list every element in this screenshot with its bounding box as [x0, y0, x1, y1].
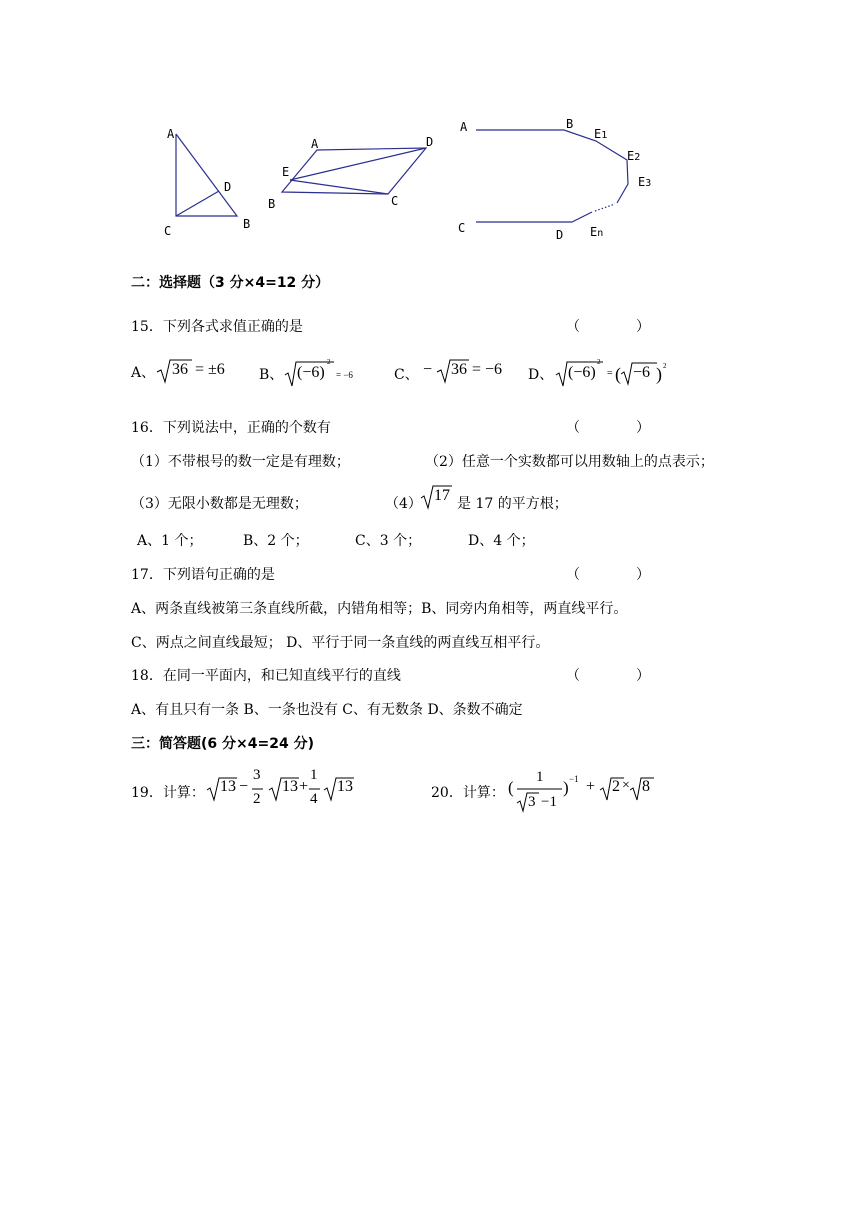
q15-stem: 15．下列各式求值正确的是 — [131, 319, 303, 335]
poly-label-b: B — [566, 117, 574, 131]
q15-option-b-label: B、 — [259, 367, 284, 383]
q15-d-exp: 2 — [597, 358, 601, 366]
q16-option-b: B、2 个； — [243, 533, 309, 549]
q16-option-c: C、3 个； — [355, 533, 422, 549]
q15-d-exp2: 2 — [663, 362, 667, 370]
q15-d-eq: = — [607, 368, 613, 379]
q19-frac1-num: 3 — [253, 767, 261, 783]
q18-options: A、有且只有一条 B、一条也没有 C、有无数条 D、条数不确定 — [131, 702, 523, 718]
q19-radicand-2: 13 — [282, 778, 298, 795]
triangle-label-d: D — [224, 180, 232, 194]
para-label-d: D — [426, 135, 434, 149]
section3-heading: 三：简答题(6 分×4=24 分) — [131, 736, 314, 752]
para-label-a: A — [311, 137, 319, 151]
q15-c-rest: = −6 — [472, 361, 503, 378]
q20-label: 20．计算： — [431, 785, 505, 801]
q17-bracket: （ ） — [566, 567, 650, 583]
q20-exponent: −1 — [569, 774, 579, 784]
poly-label-en: En — [590, 225, 604, 239]
q15-b-radicand: (−6) — [297, 364, 325, 381]
q15-d-radicand2: −6 — [633, 364, 651, 381]
q20-lparen: ( — [508, 778, 514, 797]
q16-statement-4-radicand: 17 — [434, 487, 450, 504]
poly-label-d: D — [556, 228, 564, 242]
q16-statement-3: （3）无限小数都是无理数； — [131, 496, 308, 512]
q15-option-a: A、 — [131, 365, 156, 381]
q15-b-exp: 2 — [327, 358, 331, 366]
q20-numerator: 1 — [536, 769, 544, 785]
q16-stem: 16．下列说法中，正确的个数有 — [131, 420, 331, 436]
triangle-label-a: A — [167, 127, 175, 141]
q15-a-radicand: 36 — [172, 361, 188, 378]
q19-frac1-den: 2 — [253, 791, 261, 807]
q20-den-rest: −1 — [541, 794, 557, 810]
q15-d-radicand: (−6) — [568, 364, 596, 381]
q20-radicand-1: 2 — [612, 778, 620, 795]
q15-d-rparen: ) — [656, 364, 662, 384]
para-label-b: B — [268, 197, 276, 211]
q15-option-d-label: D、 — [528, 367, 554, 383]
q20-rparen: ) — [563, 778, 569, 797]
poly-label-e2: E2 — [627, 149, 641, 163]
q15-c-radicand: 36 — [451, 361, 467, 378]
q16-statement-1: （1）不带根号的数一定是有理数； — [131, 454, 350, 470]
poly-label-e3: E3 — [638, 175, 652, 189]
q16-option-d: D、4 个； — [468, 533, 535, 549]
q16-statement-4-post: 是 17 的平方根； — [457, 496, 568, 512]
q16-bracket: （ ） — [566, 420, 650, 436]
q19-label: 19．计算： — [131, 785, 205, 801]
q16-statement-2: （2）任意一个实数都可以用数轴上的点表示； — [425, 454, 714, 470]
q16-option-a: A、1 个； — [137, 533, 203, 549]
q15-d-lparen: ( — [615, 364, 621, 384]
triangle-label-c: C — [164, 224, 172, 238]
section2-heading: 二：选择题（3 分×4=12 分） — [131, 275, 330, 291]
q19-radicand-3: 13 — [337, 778, 353, 795]
q18-bracket: （ ） — [566, 668, 650, 684]
q18-stem: 18．在同一平面内，和已知直线平行的直线 — [131, 668, 401, 684]
q15-option-c-label: C、 — [394, 367, 419, 383]
q19-op-2: + — [299, 778, 309, 795]
q19-radicand-1: 13 — [220, 778, 236, 795]
q17-options-line-1: A、两条直线被第三条直线所截，内错角相等；B、同旁内角相等，两直线平行。 — [131, 601, 628, 617]
q15-c-pre: − — [423, 361, 433, 378]
q16-statement-4-pre: （4） — [385, 496, 422, 512]
para-label-e: E — [282, 165, 290, 179]
q20-op-2: × — [622, 778, 630, 793]
para-label-c: C — [391, 194, 399, 208]
q17-options-line-2: C、两点之间直线最短； D、平行于同一条直线的两直线互相平行。 — [131, 635, 550, 651]
q15-bracket: （ ） — [566, 319, 650, 335]
q15-b-rest: = −6 — [336, 370, 353, 380]
poly-label-e1: E1 — [594, 127, 608, 141]
poly-label-c: C — [458, 221, 466, 235]
q20-den-radicand: 3 — [528, 794, 536, 810]
q19-frac2-num: 1 — [310, 767, 318, 783]
poly-label-a: A — [460, 120, 468, 134]
q19-frac2-den: 4 — [310, 791, 318, 807]
q20-op-1: + — [586, 778, 596, 795]
q17-stem: 17．下列语句正确的是 — [131, 567, 275, 583]
q20-radicand-2: 8 — [642, 778, 650, 795]
q19-op-1: − — [239, 778, 249, 795]
q15-a-rest: = ±6 — [195, 361, 225, 378]
triangle-label-b: B — [243, 217, 251, 231]
